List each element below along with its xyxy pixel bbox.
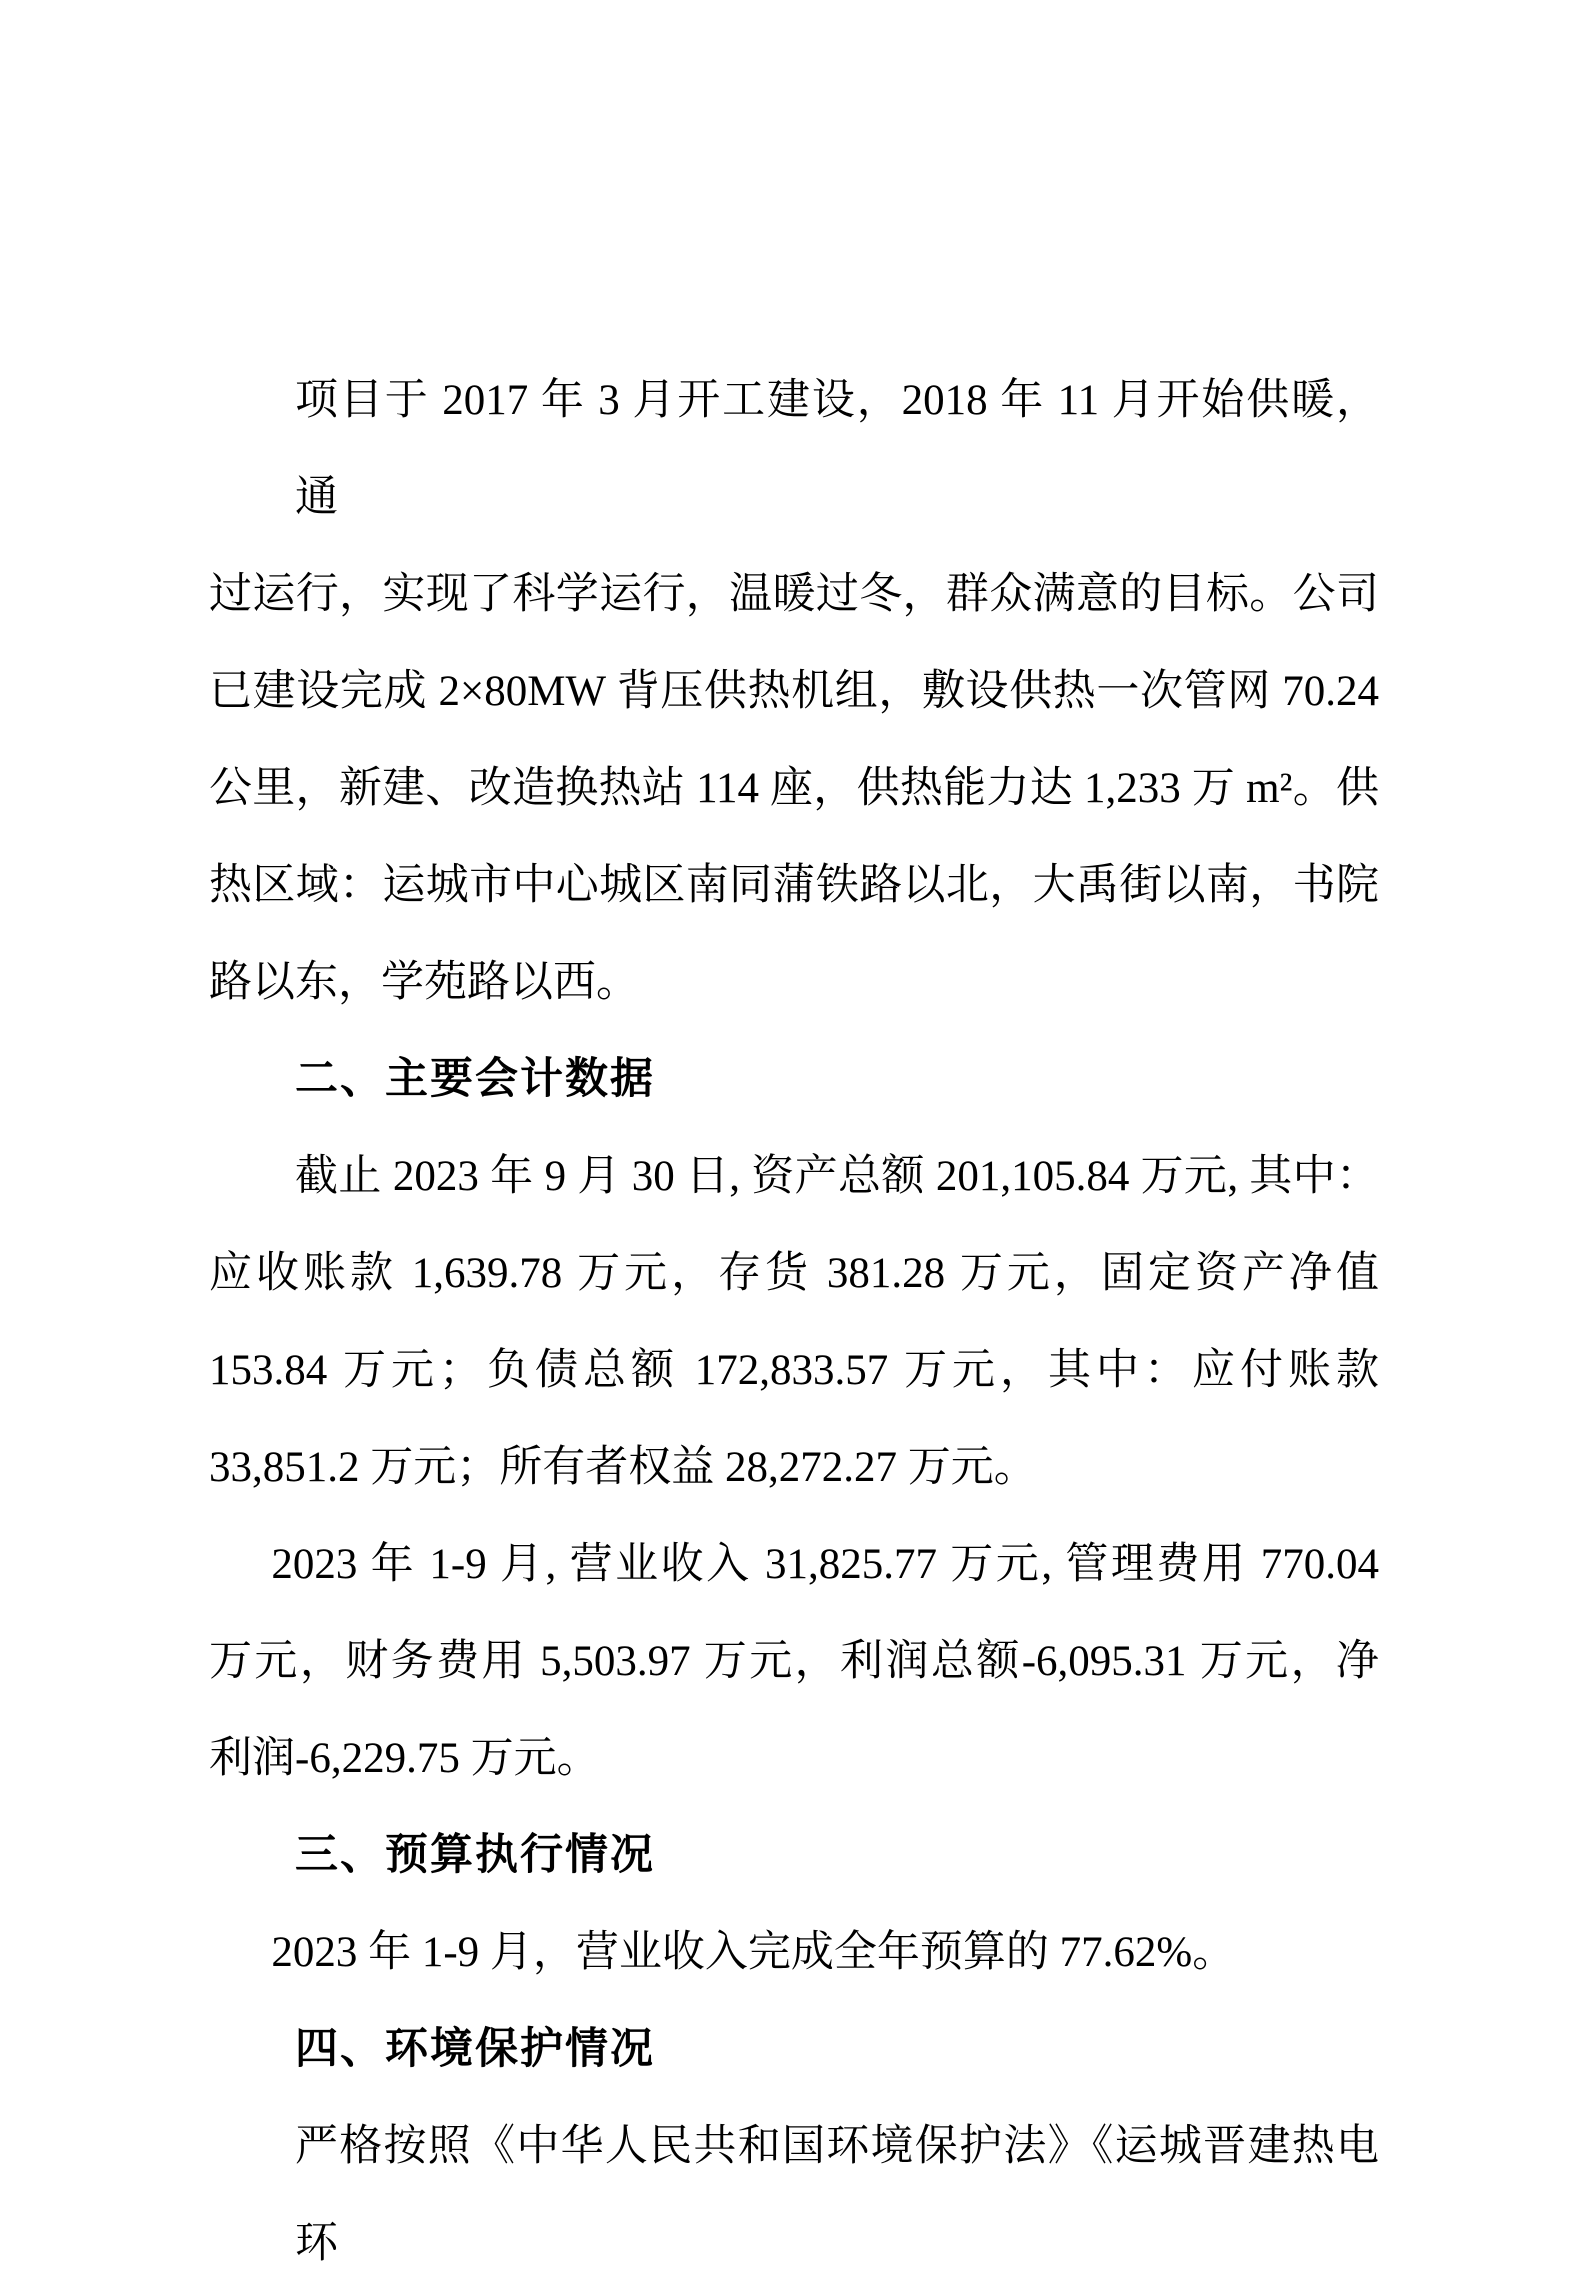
document-body: [209, 352, 1379, 2292]
text-line: 截止 2023 年 9 月 30 日, 资产总额 201,105.84 万元, 其中：: [295, 1153, 1379, 1200]
accounting-data-paragraph: [209, 1128, 1379, 1516]
text-line: 153.84 万元；负债总额 172,833.57 万元，其中：应付账款: [209, 1347, 1379, 1394]
text-line: 路以东，学苑路以西。: [209, 959, 639, 1006]
text-line: 33,851.2 万元；所有者权益 28,272.27 万元。: [209, 1444, 1037, 1491]
text-line: 利润-6,229.75 万元。: [209, 1735, 600, 1782]
project-overview-paragraph: [209, 352, 1379, 1031]
text-line: 热区域：运城市中心城区南同蒲铁路以北，大禹街以南，书院: [209, 862, 1379, 909]
section-3-heading: 三、预算执行情况: [295, 1830, 655, 1880]
budget-execution-paragraph: [209, 1904, 1379, 2001]
text-line: 项目于 2017 年 3 月开工建设，2018 年 11 月开始供暖，通: [295, 377, 1379, 521]
text-line: 2023 年 1-9 月，营业收入完成全年预算的 77.62%。: [271, 1929, 1236, 1976]
text-line: 万元，财务费用 5,503.97 万元，利润总额-6,095.31 万元，净: [209, 1638, 1379, 1685]
income-statement-paragraph: [209, 1516, 1379, 1807]
text-line: 已建设完成 2×80MW 背压供热机组，敷设供热一次管网 70.24: [209, 668, 1379, 715]
text-line: 2023 年 1-9 月, 营业收入 31,825.77 万元, 管理费用 770.04: [271, 1541, 1379, 1588]
environment-protection-paragraph: [209, 2098, 1379, 2292]
section-2-heading: 二、主要会计数据: [295, 1054, 655, 1104]
text-line: 过运行，实现了科学运行，温暖过冬，群众满意的目标。公司: [209, 571, 1379, 618]
text-line: 公里，新建、改造换热站 114 座，供热能力达 1,233 万 m²。供: [209, 765, 1379, 812]
text-line: 严格按照《中华人民共和国环境保护法》《运城晋建热电环: [295, 2123, 1379, 2267]
section-4-heading: 四、环境保护情况: [295, 2024, 655, 2074]
text-line: 应收账款 1,639.78 万元，存货 381.28 万元，固定资产净值: [209, 1250, 1379, 1297]
